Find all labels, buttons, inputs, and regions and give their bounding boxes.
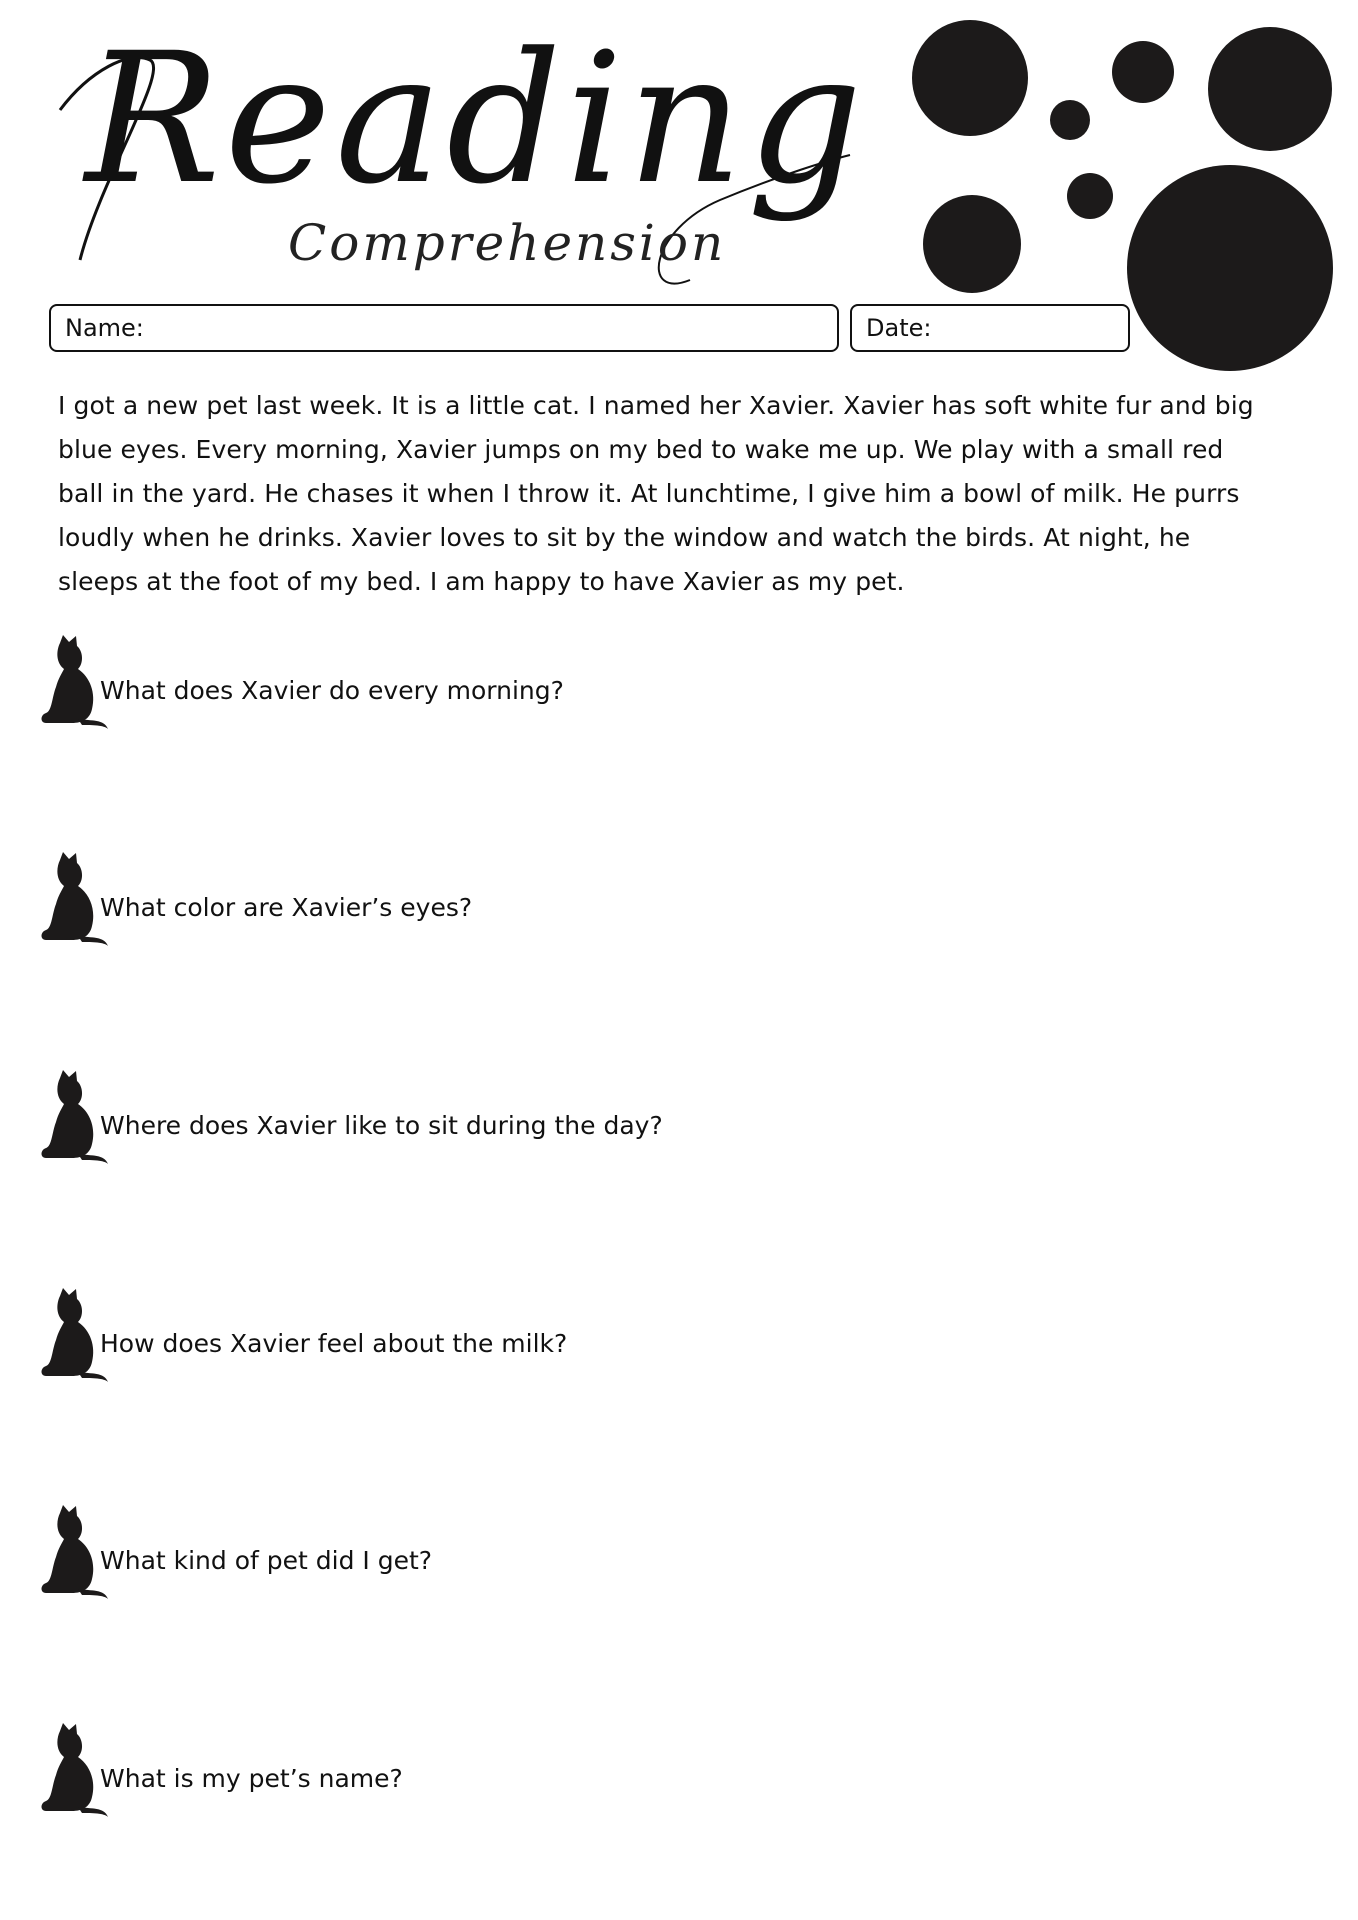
dot <box>1127 165 1333 371</box>
dot <box>923 195 1021 293</box>
question-item <box>38 1503 938 1603</box>
question-item <box>38 1068 938 1168</box>
dot <box>1067 173 1113 219</box>
question-text: What kind of pet did I get? <box>100 1546 433 1575</box>
name-label: Name: <box>65 314 144 342</box>
worksheet-subtitle: Comprehension <box>288 214 727 272</box>
date-field[interactable] <box>850 304 1130 352</box>
dot <box>1112 41 1174 103</box>
question-text: What color are Xavier’s eyes? <box>100 893 473 922</box>
question-text: Where does Xavier like to sit during the day? <box>100 1111 663 1140</box>
name-field[interactable] <box>49 304 839 352</box>
dot <box>1208 27 1332 151</box>
question-item <box>38 1721 938 1821</box>
question-item <box>38 633 938 733</box>
question-item <box>38 850 938 950</box>
dot <box>912 20 1028 136</box>
date-label: Date: <box>866 314 932 342</box>
question-text: What is my pet’s name? <box>100 1764 403 1793</box>
dot <box>1050 100 1090 140</box>
worksheet-title: Reading <box>85 15 867 224</box>
question-text: What does Xavier do every morning? <box>100 676 564 705</box>
question-item <box>38 1286 938 1386</box>
reading-passage: I got a new pet last week. It is a little cat. I named her Xavier. Xavier has soft white fur and big blue eyes. Every morning, Xavier jumps on my bed to wake me up. We play with a small red ball in the yard. He chases it when I throw it. At lunchtime, I give him a bowl of milk. He purrs loudly when he drinks. Xavier loves to sit by the window and watch the birds. At night, he sleeps at the foot of my bed. I am happy to have Xavier as my pet. <box>58 391 1254 596</box>
question-text: How does Xavier feel about the milk? <box>100 1329 568 1358</box>
